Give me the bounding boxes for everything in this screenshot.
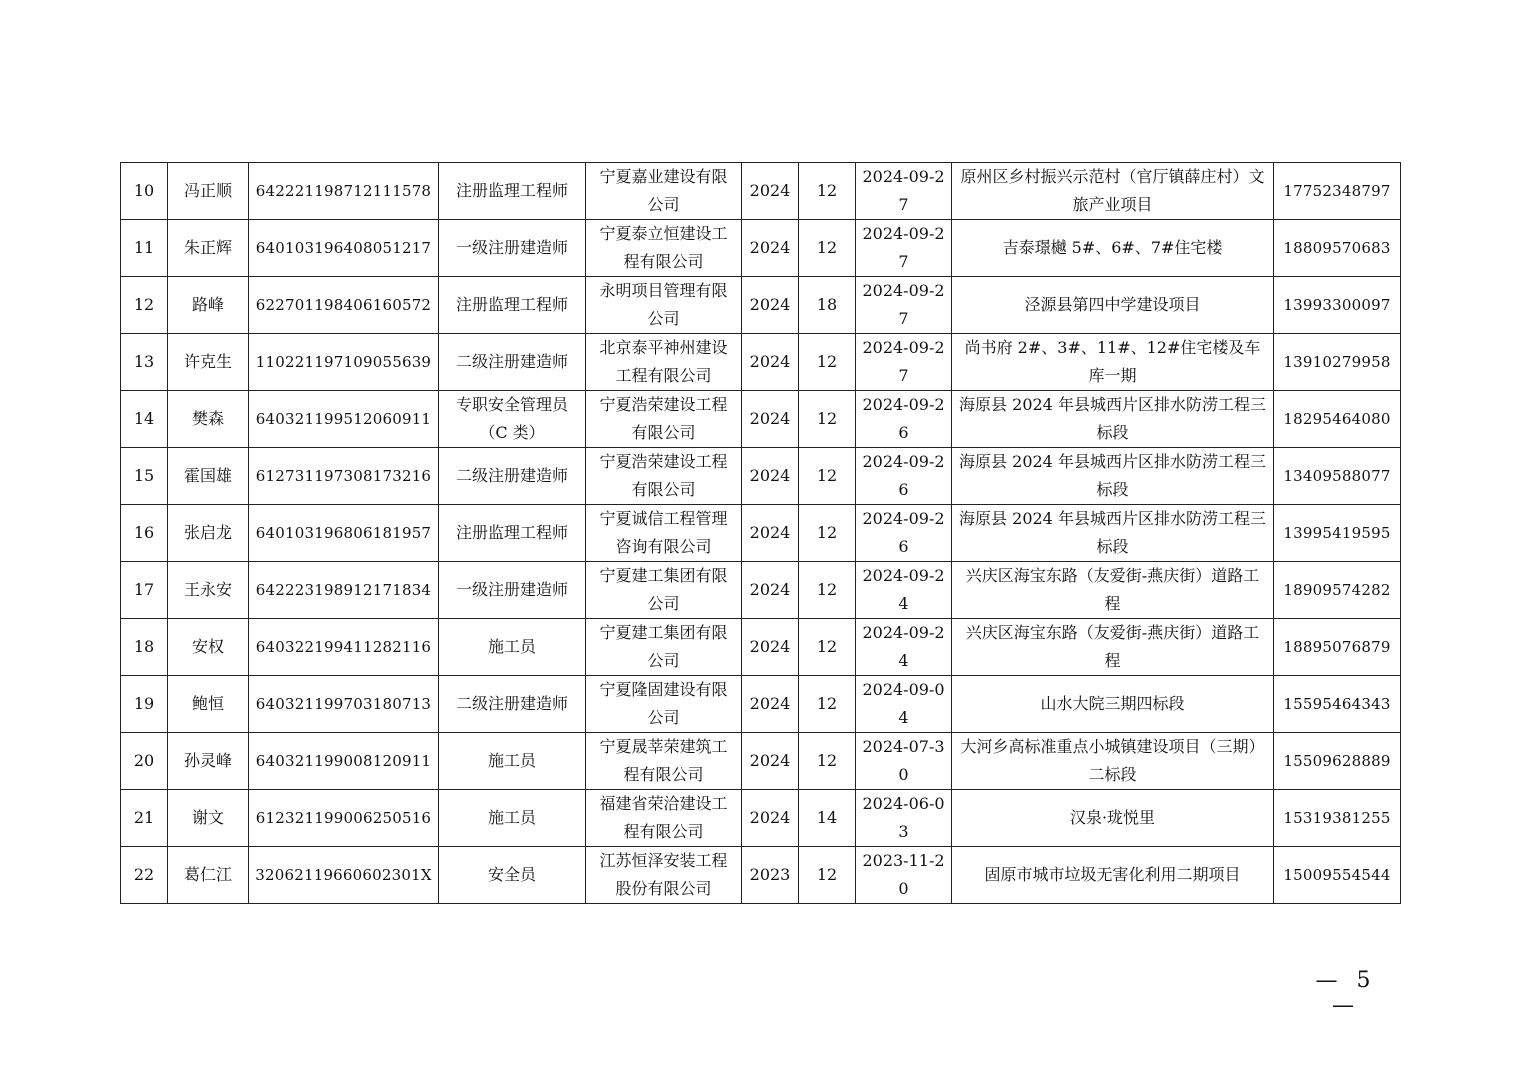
cell-year: 2024: [742, 733, 799, 790]
cell-months: 12: [799, 562, 856, 619]
cell-row-index: 22: [121, 847, 168, 904]
cell-project-name: 汉泉·珑悦里: [952, 790, 1274, 847]
table-row: [121, 448, 1401, 505]
cell-year: 2024: [742, 619, 799, 676]
cell-months: 12: [799, 619, 856, 676]
cell-date: 2023-11-20: [856, 847, 952, 904]
table-row: [121, 220, 1401, 277]
cell-company: 宁夏建工集团有限公司: [586, 562, 742, 619]
cell-phone-number: 15319381255: [1274, 790, 1401, 847]
page-number: — 5 —: [1315, 968, 1377, 1018]
cell-project-name: 泾源县第四中学建设项目: [952, 277, 1274, 334]
cell-months: 12: [799, 676, 856, 733]
cell-date: 2024-09-27: [856, 277, 952, 334]
cell-project-name: 海原县 2024 年县城西片区排水防涝工程三标段: [952, 391, 1274, 448]
cell-date: 2024-07-30: [856, 733, 952, 790]
cell-phone-number: 13995419595: [1274, 505, 1401, 562]
cell-row-index: 20: [121, 733, 168, 790]
table-row: [121, 790, 1401, 847]
cell-row-index: 11: [121, 220, 168, 277]
cell-row-index: 19: [121, 676, 168, 733]
cell-year: 2024: [742, 220, 799, 277]
cell-phone-number: 15595464343: [1274, 676, 1401, 733]
table-row: [121, 277, 1401, 334]
cell-months: 12: [799, 448, 856, 505]
cell-company: 宁夏浩荣建设工程有限公司: [586, 391, 742, 448]
cell-row-index: 14: [121, 391, 168, 448]
cell-name: 谢文: [168, 790, 249, 847]
cell-company: 福建省荣洽建设工程有限公司: [586, 790, 742, 847]
cell-date: 2024-09-24: [856, 562, 952, 619]
cell-months: 18: [799, 277, 856, 334]
cell-company: 宁夏诚信工程管理咨询有限公司: [586, 505, 742, 562]
cell-certificate-type: 一级注册建造师: [439, 220, 586, 277]
cell-row-index: 17: [121, 562, 168, 619]
cell-months: 12: [799, 505, 856, 562]
cell-name: 葛仁江: [168, 847, 249, 904]
cell-months: 12: [799, 334, 856, 391]
cell-id-number: 110221197109055639: [249, 334, 439, 391]
cell-company: 北京泰平神州建设工程有限公司: [586, 334, 742, 391]
cell-row-index: 21: [121, 790, 168, 847]
cell-project-name: 兴庆区海宝东路（友爱街-燕庆街）道路工程: [952, 562, 1274, 619]
cell-company: 宁夏建工集团有限公司: [586, 619, 742, 676]
cell-months: 12: [799, 733, 856, 790]
cell-id-number: 612731197308173216: [249, 448, 439, 505]
cell-project-name: 山水大院三期四标段: [952, 676, 1274, 733]
cell-phone-number: 13993300097: [1274, 277, 1401, 334]
cell-phone-number: 18295464080: [1274, 391, 1401, 448]
cell-phone-number: 13409588077: [1274, 448, 1401, 505]
cell-company: 宁夏泰立恒建设工程有限公司: [586, 220, 742, 277]
table-row: [121, 676, 1401, 733]
cell-name: 鲍恒: [168, 676, 249, 733]
cell-name: 朱正辉: [168, 220, 249, 277]
cell-id-number: 612321199006250516: [249, 790, 439, 847]
cell-certificate-type: 安全员: [439, 847, 586, 904]
cell-certificate-type: 施工员: [439, 733, 586, 790]
cell-months: 12: [799, 391, 856, 448]
cell-id-number: 640322199411282116: [249, 619, 439, 676]
cell-year: 2024: [742, 391, 799, 448]
cell-row-index: 12: [121, 277, 168, 334]
cell-months: 12: [799, 163, 856, 220]
cell-name: 霍国雄: [168, 448, 249, 505]
cell-id-number: 640321199512060911: [249, 391, 439, 448]
cell-row-index: 18: [121, 619, 168, 676]
cell-phone-number: 18895076879: [1274, 619, 1401, 676]
cell-certificate-type: 二级注册建造师: [439, 334, 586, 391]
cell-certificate-type: 一级注册建造师: [439, 562, 586, 619]
cell-year: 2024: [742, 790, 799, 847]
cell-year: 2023: [742, 847, 799, 904]
cell-year: 2024: [742, 676, 799, 733]
cell-name: 冯正顺: [168, 163, 249, 220]
cell-company: 江苏恒泽安装工程股份有限公司: [586, 847, 742, 904]
table-row: [121, 505, 1401, 562]
cell-year: 2024: [742, 277, 799, 334]
cell-row-index: 13: [121, 334, 168, 391]
cell-company: 宁夏浩荣建设工程有限公司: [586, 448, 742, 505]
cell-date: 2024-09-04: [856, 676, 952, 733]
cell-project-name: 尚书府 2#、3#、11#、12#住宅楼及车库一期: [952, 334, 1274, 391]
cell-company: 永明项目管理有限公司: [586, 277, 742, 334]
cell-name: 孙灵峰: [168, 733, 249, 790]
cell-months: 12: [799, 847, 856, 904]
table-row: [121, 619, 1401, 676]
cell-date: 2024-09-26: [856, 448, 952, 505]
cell-certificate-type: 专职安全管理员（C 类）: [439, 391, 586, 448]
cell-id-number: 640103196806181957: [249, 505, 439, 562]
cell-date: 2024-06-03: [856, 790, 952, 847]
cell-certificate-type: 施工员: [439, 790, 586, 847]
cell-certificate-type: 注册监理工程师: [439, 163, 586, 220]
cell-project-name: 固原市城市垃圾无害化利用二期项目: [952, 847, 1274, 904]
table-row: [121, 391, 1401, 448]
table-row: [121, 847, 1401, 904]
cell-phone-number: 15509628889: [1274, 733, 1401, 790]
cell-phone-number: 13910279958: [1274, 334, 1401, 391]
cell-row-index: 10: [121, 163, 168, 220]
cell-year: 2024: [742, 505, 799, 562]
cell-phone-number: 17752348797: [1274, 163, 1401, 220]
cell-phone-number: 18909574282: [1274, 562, 1401, 619]
cell-id-number: 640321199703180713: [249, 676, 439, 733]
cell-certificate-type: 注册监理工程师: [439, 277, 586, 334]
cell-project-name: 吉泰璟樾 5#、6#、7#住宅楼: [952, 220, 1274, 277]
cell-phone-number: 15009554544: [1274, 847, 1401, 904]
cell-id-number: 32062119660602301X: [249, 847, 439, 904]
cell-id-number: 622701198406160572: [249, 277, 439, 334]
table-row: [121, 562, 1401, 619]
table-row: [121, 334, 1401, 391]
table-row: [121, 733, 1401, 790]
cell-certificate-type: 二级注册建造师: [439, 676, 586, 733]
cell-project-name: 大河乡高标准重点小城镇建设项目（三期）二标段: [952, 733, 1274, 790]
cell-name: 樊森: [168, 391, 249, 448]
cell-months: 14: [799, 790, 856, 847]
cell-id-number: 642223198912171834: [249, 562, 439, 619]
cell-id-number: 640321199008120911: [249, 733, 439, 790]
cell-id-number: 640103196408051217: [249, 220, 439, 277]
cell-name: 许克生: [168, 334, 249, 391]
cell-name: 王永安: [168, 562, 249, 619]
cell-date: 2024-09-27: [856, 220, 952, 277]
personnel-table: [120, 162, 1401, 904]
cell-date: 2024-09-27: [856, 163, 952, 220]
cell-year: 2024: [742, 448, 799, 505]
cell-name: 张启龙: [168, 505, 249, 562]
cell-project-name: 海原县 2024 年县城西片区排水防涝工程三标段: [952, 505, 1274, 562]
cell-date: 2024-09-26: [856, 391, 952, 448]
cell-date: 2024-09-24: [856, 619, 952, 676]
cell-project-name: 兴庆区海宝东路（友爱街-燕庆街）道路工程: [952, 619, 1274, 676]
cell-name: 路峰: [168, 277, 249, 334]
cell-row-index: 16: [121, 505, 168, 562]
table-row: [121, 163, 1401, 220]
cell-certificate-type: 二级注册建造师: [439, 448, 586, 505]
cell-certificate-type: 注册监理工程师: [439, 505, 586, 562]
cell-company: 宁夏晟莘荣建筑工程有限公司: [586, 733, 742, 790]
cell-name: 安权: [168, 619, 249, 676]
cell-id-number: 642221198712111578: [249, 163, 439, 220]
cell-year: 2024: [742, 562, 799, 619]
cell-phone-number: 18809570683: [1274, 220, 1401, 277]
cell-project-name: 海原县 2024 年县城西片区排水防涝工程三标段: [952, 448, 1274, 505]
cell-date: 2024-09-26: [856, 505, 952, 562]
cell-company: 宁夏嘉业建设有限公司: [586, 163, 742, 220]
cell-certificate-type: 施工员: [439, 619, 586, 676]
cell-company: 宁夏隆固建设有限公司: [586, 676, 742, 733]
table-body: [121, 163, 1401, 904]
cell-date: 2024-09-27: [856, 334, 952, 391]
cell-months: 12: [799, 220, 856, 277]
cell-project-name: 原州区乡村振兴示范村（官厅镇薛庄村）文旅产业项目: [952, 163, 1274, 220]
cell-row-index: 15: [121, 448, 168, 505]
cell-year: 2024: [742, 334, 799, 391]
cell-year: 2024: [742, 163, 799, 220]
